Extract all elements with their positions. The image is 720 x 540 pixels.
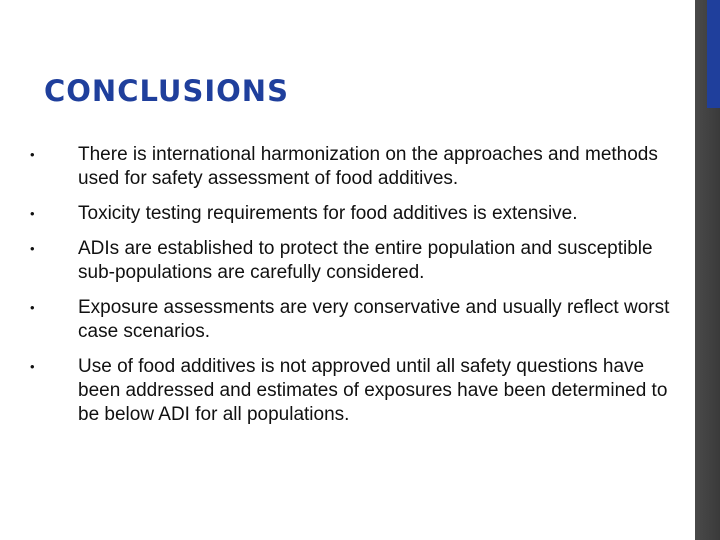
bullet-symbol: • bbox=[30, 359, 35, 374]
bullet-text: ADIs are established to protect the entire population and susceptible sub-populations are carefully considered. bbox=[78, 238, 653, 283]
bullet-list bbox=[30, 143, 670, 438]
bullet-symbol: • bbox=[30, 300, 35, 315]
bullet-text: Use of food additives is not approved until all safety questions have been addressed and estimates of exposures have been determined to be below ADI for all populations. bbox=[78, 356, 668, 425]
bullet-item bbox=[30, 202, 670, 226]
bullet-item bbox=[30, 296, 670, 344]
bullet-item bbox=[30, 143, 670, 191]
bullet-text: Exposure assessments are very conservative and usually reflect worst case scenarios. bbox=[78, 297, 670, 342]
bullet-text: Toxicity testing requirements for food additives is extensive. bbox=[78, 203, 578, 224]
bullet-symbol: • bbox=[30, 206, 35, 221]
side-accent-decoration bbox=[707, 0, 720, 108]
bullet-symbol: • bbox=[30, 147, 35, 162]
bullet-symbol: • bbox=[30, 241, 35, 256]
bullet-text: There is international harmonization on the approaches and methods used for safety assessment of food additives. bbox=[78, 144, 658, 189]
slide-title: CONCLUSIONS bbox=[44, 74, 289, 108]
bullet-item bbox=[30, 237, 670, 285]
bullet-item bbox=[30, 355, 670, 427]
